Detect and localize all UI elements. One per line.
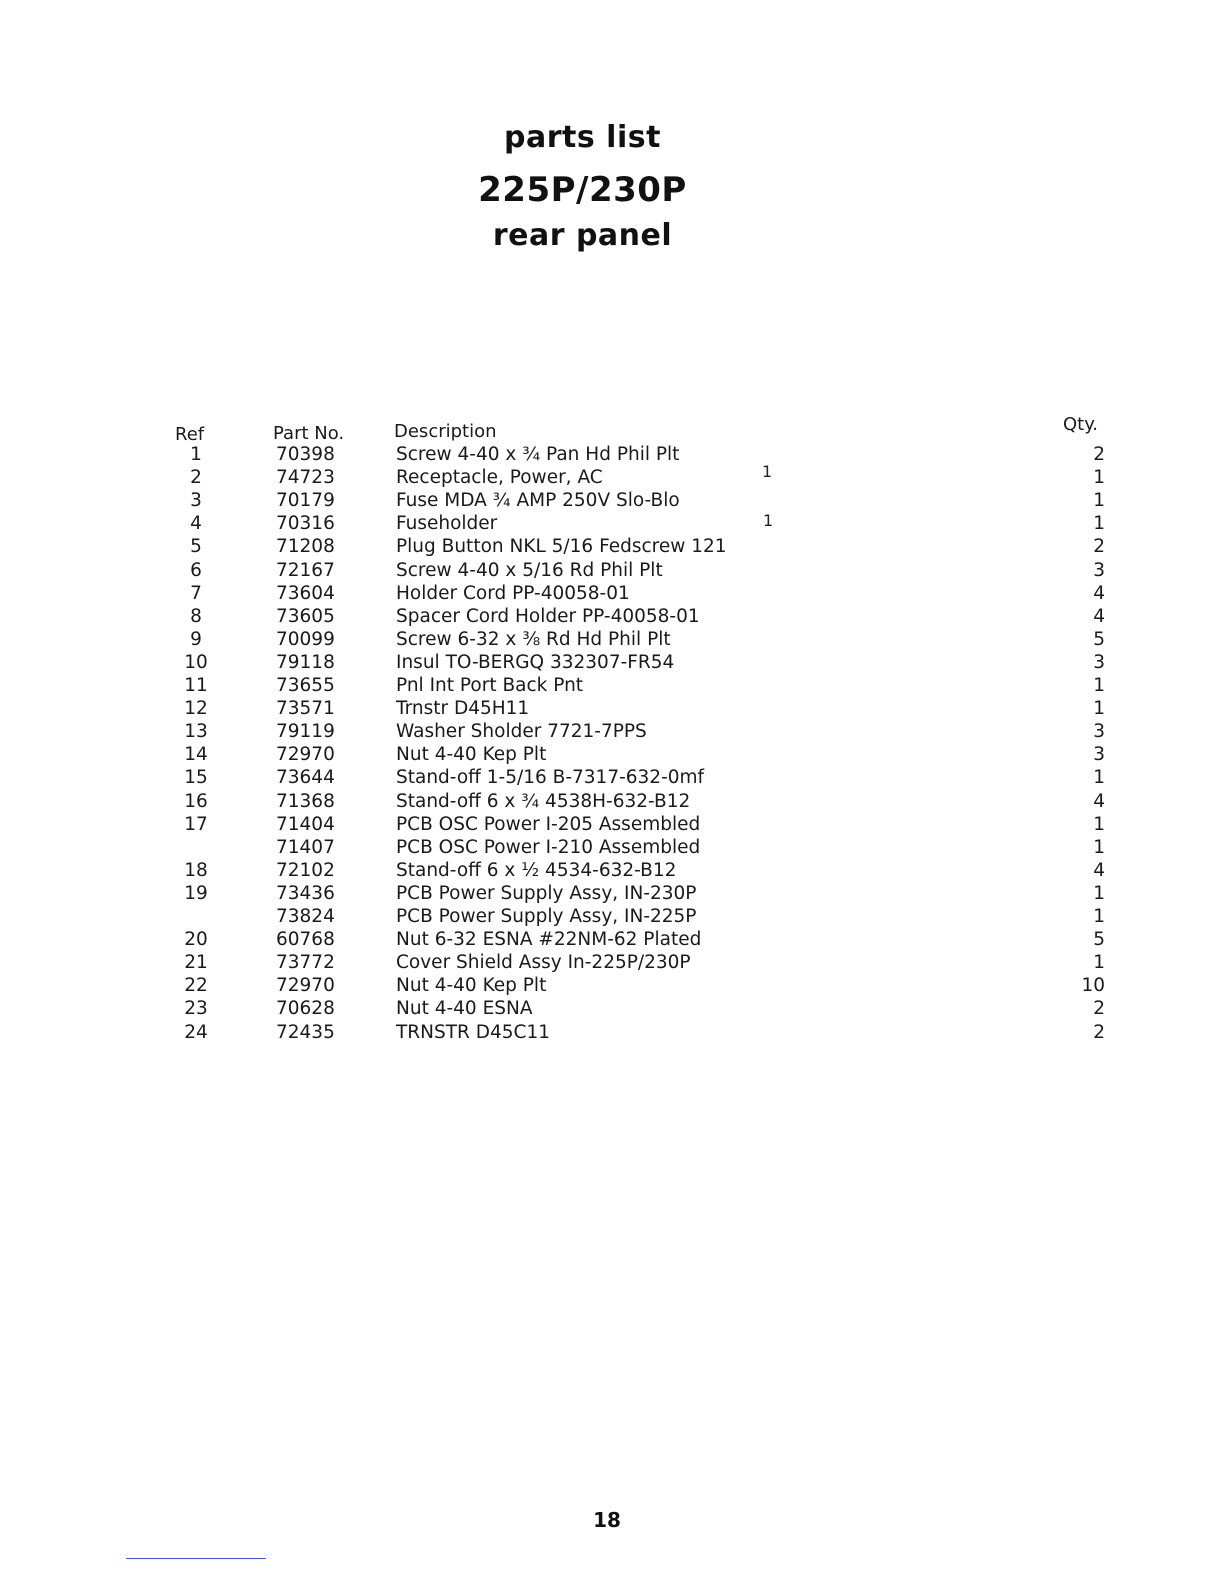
- row-description: PCB Power Supply Assy, IN-230P: [396, 882, 697, 904]
- header-part-no: Part No.: [273, 423, 345, 444]
- row-ref: 8: [190, 605, 202, 627]
- table-row: [0, 744, 1224, 767]
- row-qty: 1: [1093, 952, 1105, 974]
- row-ref: 2: [190, 467, 202, 489]
- row-part-no: 73605: [276, 605, 335, 627]
- title-parts-list: parts list: [504, 120, 661, 155]
- row-description: PCB OSC Power I-205 Assembled: [396, 813, 701, 835]
- row-qty: 2: [1093, 998, 1105, 1020]
- row-description: Plug Button NKL 5/16 Fedscrew 121: [396, 536, 727, 558]
- row-qty: 1: [1093, 513, 1105, 535]
- table-row: [0, 860, 1224, 883]
- table-row: [0, 467, 1224, 490]
- table-row: [0, 998, 1224, 1021]
- row-description: Nut 4-40 Kep Plt: [396, 975, 547, 997]
- row-description: Stand-off 1-5/16 B-7317-632-0mf: [396, 767, 705, 789]
- row-ref: 18: [184, 859, 208, 881]
- row-part-no: 72167: [276, 559, 335, 581]
- table-row: [0, 814, 1224, 837]
- row-ref: 24: [184, 1021, 208, 1043]
- row-part-no: 73824: [276, 906, 335, 927]
- row-part-no: 79118: [276, 651, 335, 673]
- row-qty: 1: [1093, 675, 1105, 696]
- table-row: [0, 536, 1224, 559]
- table-row: [0, 583, 1224, 606]
- row-description: Screw 4-40 x 5/16 Rd Phil Plt: [396, 559, 663, 581]
- row-ref: 6: [190, 559, 202, 581]
- row-ref: 1: [190, 444, 202, 465]
- margin-mark-row2: 1: [762, 462, 773, 481]
- underline-link: [126, 1558, 266, 1559]
- row-description: Screw 4-40 x ¾ Pan Hd Phil Plt: [396, 444, 680, 465]
- table-row: [0, 721, 1224, 744]
- row-ref: 17: [184, 813, 208, 835]
- table-row: [0, 606, 1224, 629]
- row-qty: 2: [1093, 536, 1105, 558]
- row-qty: 1: [1093, 836, 1105, 858]
- row-part-no: 71407: [276, 836, 335, 858]
- row-qty: 3: [1093, 559, 1105, 581]
- row-description: Receptacle, Power, AC: [396, 467, 603, 489]
- row-ref: 13: [184, 721, 208, 743]
- table-row: [0, 767, 1224, 790]
- header-qty: Qty.: [1063, 414, 1099, 435]
- row-description: Stand-off 6 x ½ 4534-632-B12: [396, 859, 677, 881]
- row-ref: 16: [184, 790, 208, 812]
- table-row: [0, 629, 1224, 652]
- row-qty: 4: [1093, 605, 1105, 627]
- page-number: 18: [593, 1508, 621, 1532]
- row-qty: 4: [1093, 582, 1105, 604]
- row-qty: 5: [1093, 628, 1105, 650]
- table-row: [0, 883, 1224, 906]
- row-part-no: 74723: [276, 467, 335, 489]
- row-qty: 1: [1093, 882, 1105, 904]
- row-ref: 7: [190, 582, 202, 604]
- table-row: [0, 837, 1224, 860]
- row-qty: 4: [1093, 859, 1105, 881]
- row-description: Stand-off 6 x ¾ 4538H-632-B12: [396, 790, 691, 812]
- row-ref: 23: [184, 998, 208, 1020]
- row-part-no: 70316: [276, 513, 335, 535]
- header-ref: Ref: [175, 424, 205, 445]
- row-description: Screw 6-32 x ⅜ Rd Hd Phil Plt: [396, 628, 671, 650]
- row-part-no: 73436: [276, 882, 335, 904]
- row-part-no: 70398: [276, 444, 335, 465]
- row-part-no: 73604: [276, 582, 335, 604]
- table-row: [0, 975, 1224, 998]
- row-description: Cover Shield Assy In-225P/230P: [396, 952, 691, 974]
- row-part-no: 79119: [276, 721, 335, 743]
- row-ref: 5: [190, 536, 202, 558]
- row-ref: 21: [184, 952, 208, 974]
- row-description: PCB Power Supply Assy, IN-225P: [396, 906, 697, 927]
- row-part-no: 71208: [276, 536, 335, 558]
- row-description: Fuse MDA ¾ AMP 250V Slo-Blo: [396, 490, 680, 512]
- row-description: PCB OSC Power I-210 Assembled: [396, 836, 701, 858]
- title-model: 225P/230P: [478, 170, 687, 210]
- row-qty: 3: [1093, 721, 1105, 743]
- row-qty: 1: [1093, 767, 1105, 789]
- table-row: [0, 490, 1224, 513]
- row-part-no: 73655: [276, 675, 335, 696]
- row-description: Insul TO-BERGQ 332307-FR54: [396, 651, 675, 673]
- row-qty: 2: [1093, 444, 1105, 465]
- row-ref: 12: [184, 698, 208, 720]
- row-qty: 5: [1093, 929, 1105, 951]
- row-part-no: 72102: [276, 859, 335, 881]
- row-description: Holder Cord PP-40058-01: [396, 582, 630, 604]
- table-row: [0, 560, 1224, 583]
- row-description: Nut 4-40 ESNA: [396, 998, 533, 1020]
- row-ref: 15: [184, 767, 208, 789]
- row-description: Nut 6-32 ESNA #22NM-62 Plated: [396, 929, 702, 951]
- row-qty: 1: [1093, 698, 1105, 720]
- row-part-no: 70628: [276, 998, 335, 1020]
- table-row: [0, 791, 1224, 814]
- row-part-no: 73644: [276, 767, 335, 789]
- table-row: [0, 698, 1224, 721]
- row-ref: 19: [184, 882, 208, 904]
- row-part-no: 73772: [276, 952, 335, 974]
- table-row: [0, 1022, 1224, 1045]
- table-row: [0, 652, 1224, 675]
- row-description: TRNSTR D45C11: [396, 1021, 551, 1043]
- table-row: [0, 906, 1224, 929]
- row-description: Fuseholder: [396, 513, 498, 535]
- row-qty: 10: [1081, 975, 1105, 997]
- row-qty: 3: [1093, 744, 1105, 766]
- table-row: [0, 929, 1224, 952]
- row-qty: 3: [1093, 651, 1105, 673]
- row-description: Spacer Cord Holder PP-40058-01: [396, 605, 700, 627]
- row-description: Washer Sholder 7721-7PPS: [396, 721, 647, 743]
- row-qty: 4: [1093, 790, 1105, 812]
- row-ref: 10: [184, 651, 208, 673]
- row-ref: 3: [190, 490, 202, 512]
- row-description: Trnstr D45H11: [396, 698, 530, 720]
- row-part-no: 71368: [276, 790, 335, 812]
- row-ref: 4: [190, 513, 202, 535]
- row-part-no: 72970: [276, 744, 335, 766]
- row-qty: 1: [1093, 813, 1105, 835]
- row-ref: 14: [184, 744, 208, 766]
- row-part-no: 70099: [276, 628, 335, 650]
- margin-mark-row4: 1: [763, 511, 774, 530]
- table-row: [0, 513, 1224, 536]
- title-section: rear panel: [492, 218, 673, 253]
- row-part-no: 72970: [276, 975, 335, 997]
- row-description: Pnl Int Port Back Pnt: [396, 675, 584, 696]
- row-qty: 1: [1093, 467, 1105, 489]
- row-qty: 2: [1093, 1021, 1105, 1043]
- row-ref: 9: [190, 628, 202, 650]
- row-ref: 11: [184, 675, 208, 696]
- row-qty: 1: [1093, 906, 1105, 927]
- row-part-no: 73571: [276, 698, 335, 720]
- header-description: Description: [394, 421, 497, 442]
- row-description: Nut 4-40 Kep Plt: [396, 744, 547, 766]
- row-part-no: 60768: [276, 929, 335, 951]
- row-part-no: 70179: [276, 490, 335, 512]
- table-row: [0, 952, 1224, 975]
- row-part-no: 71404: [276, 813, 335, 835]
- row-qty: 1: [1093, 490, 1105, 512]
- table-row: [0, 675, 1224, 698]
- row-ref: 20: [184, 929, 208, 951]
- row-ref: 22: [184, 975, 208, 997]
- row-part-no: 72435: [276, 1021, 335, 1043]
- table-row: [0, 444, 1224, 467]
